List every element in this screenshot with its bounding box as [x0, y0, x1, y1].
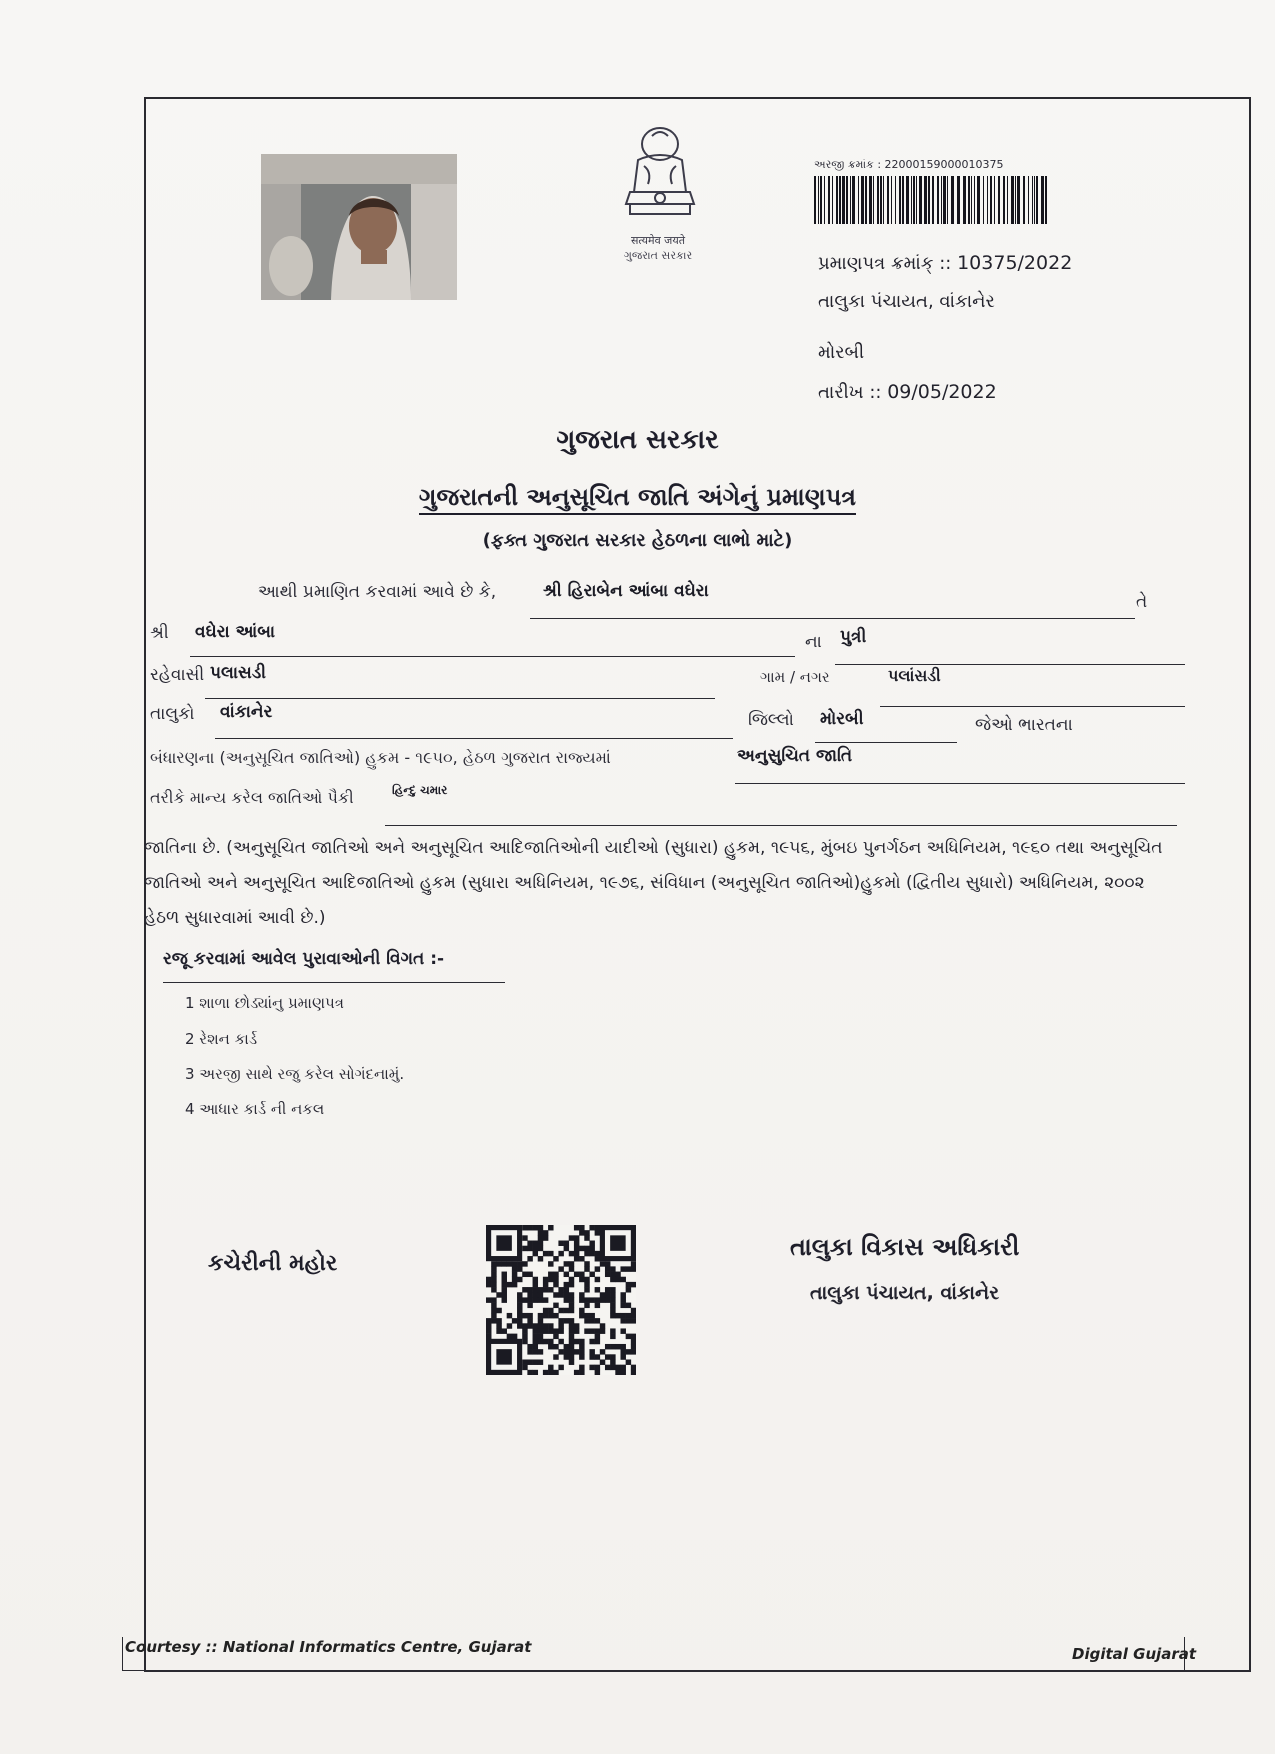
evidence-heading-line	[163, 982, 505, 983]
application-number	[814, 158, 1004, 172]
issue-date-value: 09/05/2022	[887, 381, 997, 403]
applicant-photo	[261, 154, 457, 300]
taluka-value: વાંકાનેર	[220, 702, 273, 722]
certificate-number-label: પ્રમાણપત્ર ક્રમાંક્ ::	[818, 253, 952, 274]
village-label: ગામ / નગર	[760, 668, 830, 686]
office-seal-label: કચેરીની મહોર	[208, 1251, 338, 1276]
district-label: જિલ્લો	[748, 710, 794, 730]
village-line	[880, 706, 1185, 707]
issue-date	[818, 381, 997, 403]
emblem-caption	[588, 233, 728, 263]
officer-office: તાલુકા પંચાયત, વાંકાનેર	[810, 1282, 1000, 1304]
district-value: મોરબી	[820, 709, 864, 729]
resident-value: પલાસડી	[210, 663, 267, 683]
qr-code-icon	[486, 1225, 636, 1375]
evidence-item: 3 અરજી સાથે રજુ કરેલ સોગંદનામું.	[185, 1065, 405, 1083]
caste-value: હિન્દુ ચમાર	[392, 783, 448, 797]
evidence-heading: રજૂ કરવામાં આવેલ પુરાવાઓની વિગત :-	[163, 949, 445, 969]
category-value: અનુસુચિત જાતિ	[737, 746, 853, 766]
certificate-number	[818, 252, 1072, 274]
issuing-district: મોરબી	[818, 342, 865, 363]
certificate-number-value: 10375/2022	[957, 252, 1073, 274]
evidence-item: 4 આધાર કાર્ડ ની નકલ	[185, 1100, 325, 1118]
emblem-motto: सत्यमेव जयते	[630, 234, 685, 247]
certificate-subtitle: (ફક્ત ગુજરાત સરકાર હેઠળના લાભો માટે)	[482, 530, 793, 551]
caste-line	[385, 825, 1177, 826]
emblem-govt-name: ગુજરાત સરકાર	[623, 249, 693, 262]
officer-title: તાલુકા વિકાસ અધિકારી	[790, 1233, 1020, 1261]
relation-value: પુત્રી	[840, 627, 867, 647]
india-text: જેઓ ભારતના	[975, 715, 1073, 735]
footer-brand: Digital Gujarat	[1072, 1645, 1197, 1663]
na-label: ના	[805, 632, 822, 652]
applicant-name-line	[530, 618, 1135, 619]
evidence-item: 1 શાળા છોડ્યાંનુ પ્રમાણપત્ર	[185, 994, 344, 1012]
application-number-value: 22000159000010375	[884, 158, 1004, 171]
shri-label: શ્રી	[150, 623, 169, 643]
resident-line	[205, 698, 715, 699]
relation-line	[835, 664, 1185, 665]
application-number-label: અરજી ક્રમાંક :	[814, 158, 882, 171]
district-line	[815, 742, 957, 743]
certificate-title-text: ગુજરાતની અનુસૂચિત જાતિ અંગેનું પ્રમાણપત્ર	[419, 483, 856, 515]
parent-name-line	[190, 656, 795, 657]
footer-courtesy: Courtesy :: National Informatics Centre, Gujarat	[125, 1638, 532, 1656]
category-line	[735, 783, 1185, 784]
order-text: બંધારણના (અનુસૂચિત જાતિઓ) હુકમ - ૧૯૫૦, હેઠળ ગુજરાત રાજ્યમાં	[150, 748, 611, 767]
resident-label: રહેવાસી	[150, 665, 205, 685]
issue-date-label: તારીખ ::	[818, 382, 882, 403]
issuing-office: તાલુકા પંચાયત, વાંકાનેર	[818, 291, 995, 312]
village-value: પલાંસડી	[888, 666, 941, 685]
barcode-icon	[814, 176, 1050, 224]
parent-name: વઘેરા આંબા	[195, 622, 276, 642]
certificate-title	[0, 483, 1275, 511]
te-text: તે	[1136, 592, 1148, 612]
intro-text: આથી પ્રમાણિત કરવામાં આવે છે કે,	[258, 582, 497, 602]
taluka-line	[215, 738, 733, 739]
legal-paragraph: જાતિના છે. (અનુસૂચિત જાતિઓ અને અનુસૂચિત આદિજાતિઓની યાદીઓ (સુધારા) હુકમ, ૧૯૫૬, મુંબઇ પુનર્ગઠન અધિનિયમ, ૧૯૬૦ તથા અનુસૂચિત જાતિઓ અને અનુસૂચિત આદિજાતિઓ હુકમ (સુધારા અધિનિયમ, ૧૯૭૬, સંવિધાન (અનુસૂચિત જાતિઓ)હુકમો (દ્વિતીય સુધારો) અધિનિયમ, ૨૦૦૨ હેઠળ સુધારવામાં આવી છે.)	[144, 838, 1163, 928]
government-title: ગુજરાત સરકાર	[556, 425, 719, 455]
recognized-text: તરીકે માન્ય કરેલ જાતિઓ પૈકી	[150, 788, 354, 807]
applicant-name: શ્રી હિરાબેન આંબા વઘેરા	[543, 581, 709, 601]
taluka-label: તાલુકો	[150, 704, 195, 724]
evidence-item: 2 રેશન કાર્ડ	[185, 1030, 258, 1048]
